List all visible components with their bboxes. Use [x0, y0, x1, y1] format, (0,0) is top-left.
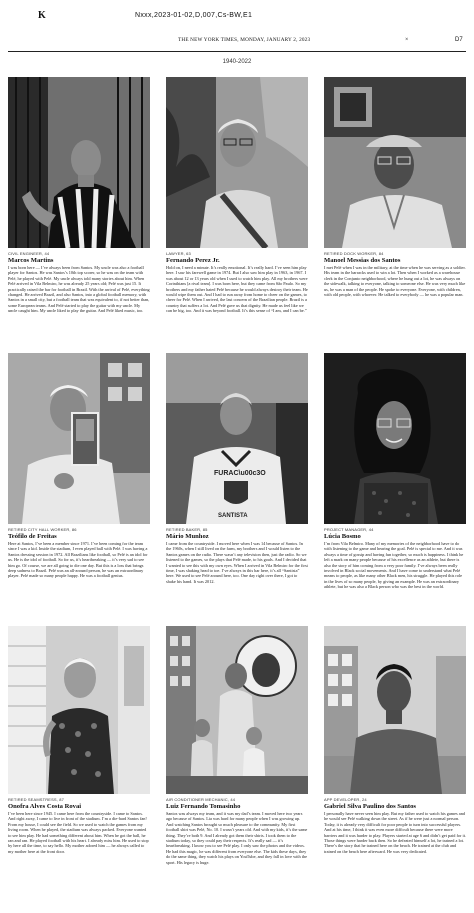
- quote-text: I met Pelé when I was in the military, at the time when he was serving as a soldier. His team in the barracks used to win a lot. Then when I worked as a warehouse clerk in the Conjunto neighborhood, where he hung out a lot, he was always on the sidewalk, talking to everyone, talking to someone else. He was very much like us, he was a man of the people. He spoke to everyone. Everyone, with children, with old people, with whoever. He talked to everybody — he was a popular man.: [324, 265, 466, 298]
- profile-caption: [8, 797, 150, 897]
- occupation: CIVIL ENGINEER, 44: [8, 251, 50, 256]
- person-name: Onofra Alves Costa Rovai: [8, 803, 82, 810]
- profile-caption: [324, 251, 466, 357]
- quote-text: I’ve been here since 1945. I came here from the countryside. I came to Santos. And right away, I came to live in front of the stadium. I’m a die-hard Santos fan! From my house, I could see the field. So we used to watch the games from my living room. When he played, the stadium was always packed. Everyone wanted to see him play. He had something different about him. When he got the ball, he ran and ran. He played football with his heart. I already miss him. He used to stop by here all the time, to say hello. My mother adored him — he always called to my mother here at the front door.: [8, 811, 149, 854]
- profile-caption: [8, 251, 150, 357]
- profile-caption: [8, 527, 150, 633]
- occupation: LAWYER, 63: [166, 251, 191, 256]
- portrait-photo: [166, 626, 308, 794]
- profile-caption: [166, 251, 308, 357]
- occupation: AIR CONDITIONER MECHANIC, 44: [166, 797, 236, 802]
- occupation: RETIRED SEAMSTRESS, 87: [8, 797, 64, 802]
- occupation: RETIRED BAKER, 85: [166, 527, 208, 532]
- quote-text: I came from the countryside. I moved here when I was 14 because of Santos. In the 1960s, when I still lived on the farm, my brothers and I would listen to the Santos games on the radio. There wasn’t any television then, just the radio. So we listened to the games, so the plays that Pelé made, to his goals. And I decided that I wanted to see this with my own eyes. When I arrived in Vila Belmiro for the first time, I was shaking head to toe. I’ve always in this bar here, it’s all “Santista” here. We used to see Pelé around here, too. One day right over there, I got to shake his hand. It was 2012.: [166, 541, 308, 584]
- person-name: Lúcia Bosmo: [324, 533, 361, 540]
- quote-text: I was born here — I’ve always been from Santos. My uncle was also a football player for Santos. He was Santos’s 10th top scorer, so he was on the team with Pelé, he played with Pelé. My uncle always told many stories about him. When Pelé arrived in Vila Belmiro, he was already 25 years old; Pelé was just 15. It practically raised the bar for football in Brazil. With the arrival of Pelé, everything changed. He arrived Brazil, and also Santos, into a global football memory, with Santos in a small city, but a football team that was equivalent to, if not better than, some European teams. And Pelé started to play the guitar with my uncle. My uncle caught him. My uncle liked to play the guitar. And Pelé liked music, too.: [8, 265, 150, 314]
- person-name: Marcos Martins: [8, 257, 54, 264]
- quote-text: I personally have never seen him play. But my father used to watch his games and he would see Pelé walking down the street. As if he were just a normal person. Today, it is already very difficult for poor people to turn into successful players. And at his time, I think it was even more difficult because there were more barriers and it was harder to play. Players started at age 6 and didn’t get paid for it. Those things were harder back then. So he defeated himself a lot, he trained a lot. There’s the story that he trained here on the beach. He trained at the club and trained on the beach here afterward. He was very dedicated.: [324, 811, 466, 854]
- quote-text: Santos was always my team, and it was my dad’s team. I moved here two years ago because of Santos. Lia was hard for many people when I was growing up. And watching Santos brought so much pleasure to the community. My first football shirt was Pelé, No. 10. I wasn’t years old. And with my kids, it’s the same thing. They’re both 9. And I already got them their shirts. I took them to the stadium today, so they could pay their respects. It’s really sad — it’s heartbreaking. I know you to see Pelé play. I only saw the photos and the videos. He had this magic, he was different from everyone else. The kids these days, they do the same thing, they watch his plays on YouTube, and they fall in love with the sport. His legacy is huge.: [166, 811, 308, 865]
- occupation: APP DEVELOPER, 24: [324, 797, 367, 802]
- portrait-photo: [8, 77, 150, 248]
- portrait-photo: [324, 626, 466, 794]
- person-name: Luiz Fernando Tomasinho: [166, 803, 241, 810]
- masthead-line: [0, 37, 474, 49]
- portrait-photo: [324, 77, 466, 248]
- person-name: Teófilo de Freitas: [8, 533, 57, 540]
- portrait-photo: [324, 353, 466, 524]
- person-name: Gabriel Silva Paulino dos Santos: [324, 803, 416, 810]
- print-slug-bar: [0, 10, 474, 24]
- portrait-photo: [166, 353, 308, 524]
- quote-text: Here at Santos, I’ve been a member since 1971. I’ve been coming for the team since I was a kid. Inside the stadium, I even played ball with Pelé. I was having a Santos dressing session in 1972. All Brazilians like football, so Pelé is an idol for us. He is the idol of football. So for us, it’s heartbreaking — it’s very sad to see him go. Of course, we are all going to die one day. But this is a loss that brings deep sadness to Brazil. Pelé was an all-around person, he was an extraordinary player. Pelé made so many people happy. He was a football genius.: [8, 541, 148, 579]
- print-slug: Nxxx,2023-01-02,D,007,Cs-BW,E1: [135, 12, 253, 19]
- span-label: 1940-2022: [222, 59, 252, 65]
- quote-text: Hold on, I need a minute. It’s really emotional. It’s really hard. I’ve seen him play here. I saw his farewell game in 1974. But I also saw him play in 1963, in 1967. I was about 12 or 13 years old when I used to watch him play. All my brothers were Corinthians [a rival team]. I was born here, but they came from São Paulo. So my brothers and my father hated Pelé because he would always destroy their team. He would wipe them out. And I had to run away from home to cheer on the games, to cheer for Pelé. When I arrived, the last concern of the Brazilian people. Brazil is a country that suffers a lot. And Pelé gave us that dignity. He made us feel like we can be big, too. And it was beyond football. It’s this sense of “I am, and I can be.”: [166, 265, 308, 314]
- person-name: Fernando Perez Jr.: [166, 257, 220, 264]
- masthead-text: THE NEW YORK TIMES, MONDAY, JANUARY 2, 2023: [178, 37, 311, 43]
- registration-mark: ×: [405, 37, 409, 43]
- portrait-photo: [166, 77, 308, 248]
- svg-text:FURAC\u00c3O: FURAC\u00c3O: [214, 470, 266, 477]
- profile-caption: [166, 527, 308, 633]
- occupation: RETIRED CITY HALL WORKER, 86: [8, 527, 77, 532]
- occupation: RETIRED DOCK WORKER, 84: [324, 251, 384, 256]
- person-name: Mário Munhoz: [166, 533, 209, 540]
- portrait-photo: [8, 626, 150, 794]
- portrait-photo: [8, 353, 150, 524]
- quote-text: I’m from Vila Belmiro. Many of my memories of the neighborhood have to do with listening to the game and hearing the goal. Pelé is special to me. And it was always a time of gossip and having fun together, so much is happiness. I think he left a mark on many people because of his excellence as an athlete, but there is also the story of him coming from a very poor family. I’ve always been really involved in Black social movements. And I have come to understand what Pelé means to people, as like many other Black men, his struggle. He played this role in the lives of so many people, by giving an example. He was an extraordinary athlete, but he was also a Black person who was the best in the world.: [324, 541, 464, 590]
- profile-caption: [324, 527, 466, 633]
- profile-caption: [324, 797, 466, 897]
- occupation: PROJECT MANAGER, 44: [324, 527, 374, 532]
- page-number: D7: [455, 37, 463, 43]
- svg-text:SANTISTA: SANTISTA: [218, 513, 248, 519]
- person-name: Manoel Messias dos Santos: [324, 257, 401, 264]
- page-letter: K: [38, 10, 46, 21]
- header-rule: [8, 51, 466, 52]
- profile-caption: [166, 797, 308, 897]
